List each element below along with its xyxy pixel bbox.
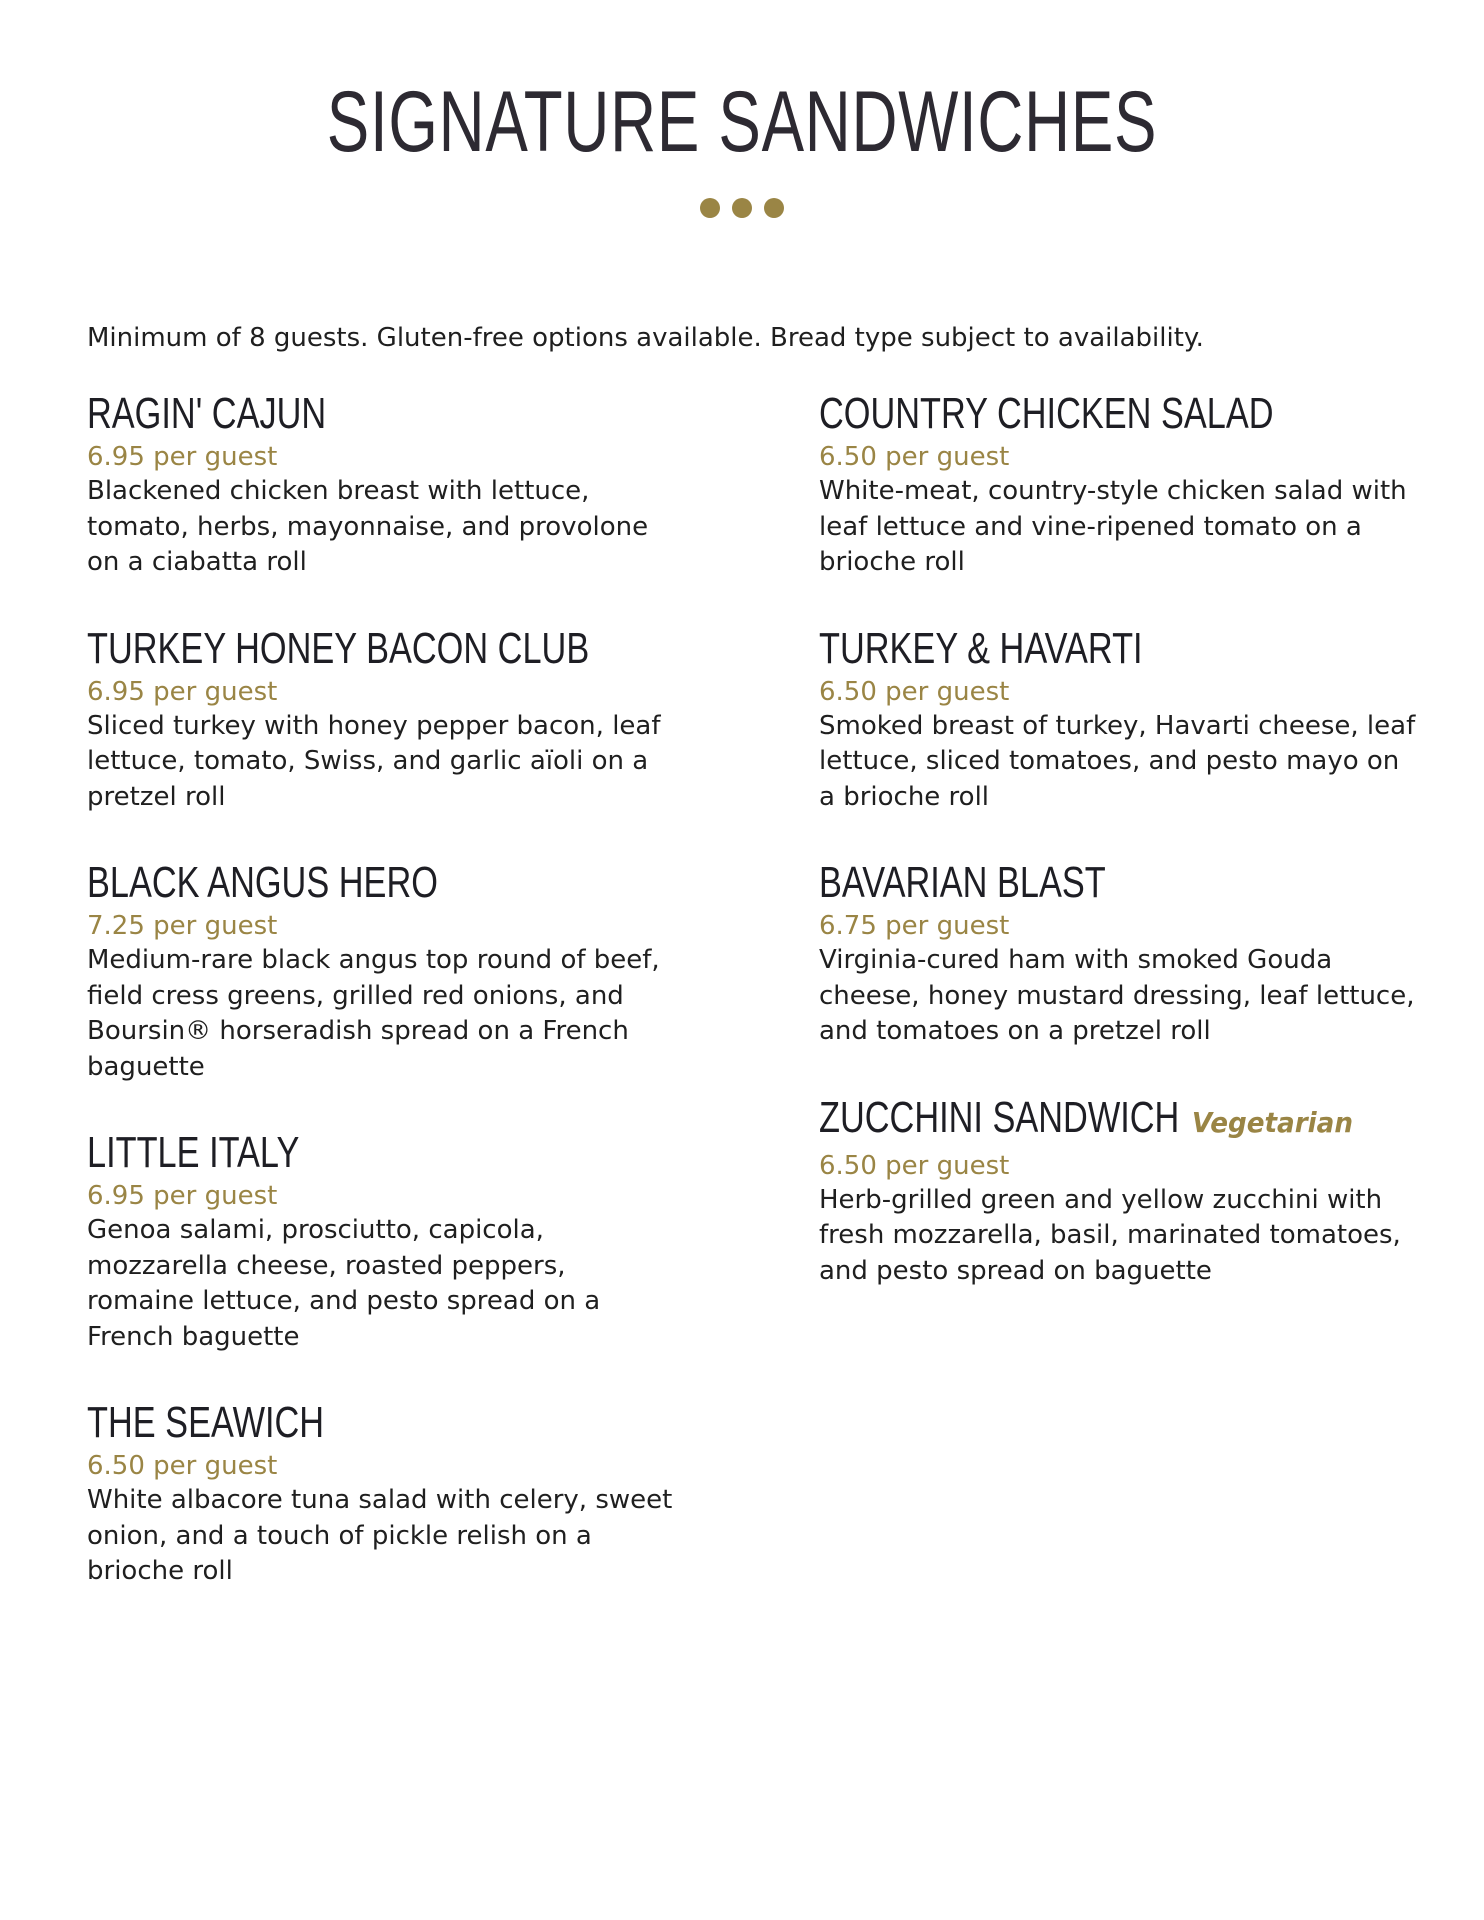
item-name: THE SEAWICH [87, 1398, 325, 1447]
item-price: 6.95 per guest [87, 442, 278, 472]
menu-item [87, 857, 677, 1085]
menu-item [819, 857, 1419, 1050]
title-divider-dots [0, 198, 1484, 218]
item-description: White-meat, country-style chicken salad with leaf lettuce and vine-ripened tomato on a brioche roll [819, 476, 1407, 577]
item-price: 6.50 per guest [819, 442, 1010, 472]
item-name: RAGIN' CAJUN [87, 389, 327, 438]
menu-item [87, 623, 677, 816]
item-name-row [819, 1092, 1427, 1149]
menu-item [87, 388, 677, 581]
menu-column-left [87, 388, 677, 1632]
item-name: COUNTRY CHICKEN SALAD [819, 389, 1274, 438]
divider-dot [732, 198, 752, 218]
item-description: White albacore tuna salad with celery, sweet onion, and a touch of pickle relish on a brioche roll [87, 1485, 673, 1586]
item-description: Sliced turkey with honey pepper bacon, leaf lettuce, tomato, Swiss, and garlic aïoli on a pretzel roll [87, 710, 661, 812]
item-description: Virginia-cured ham with smoked Gouda cheese, honey mustard dressing, leaf lettuce, and tomatoes on a pretzel roll [819, 945, 1415, 1046]
vegetarian-tag: Vegetarian [1192, 1105, 1354, 1139]
menu-intro-note: Minimum of 8 guests. Gluten-free options available. Bread type subject to availability. [87, 323, 1204, 353]
menu-item [87, 1127, 677, 1355]
menu-item [819, 1092, 1419, 1290]
item-price: 6.50 per guest [819, 676, 1010, 707]
divider-dot [764, 198, 784, 218]
menu-item [819, 623, 1419, 816]
item-price: 6.50 per guest [819, 1150, 1010, 1181]
item-description: Blackened chicken breast with lettuce, tomato, herbs, mayonnaise, and provolone on a ciabatta roll [87, 476, 649, 577]
item-description: Herb-grilled green and yellow zucchini with fresh mozzarella, basil, marinated tomatoes, and pesto spread on baguette [819, 1184, 1401, 1286]
item-description: Medium-rare black angus top round of beef, field cress greens, grilled red onions, and Boursin® horseradish spread on a French baguette [87, 945, 660, 1082]
item-name: TURKEY HONEY BACON CLUB [87, 623, 590, 673]
menu-item [87, 1397, 677, 1590]
item-price: 7.25 per guest [87, 911, 278, 941]
item-name: TURKEY & HAVARTI [819, 623, 1143, 673]
menu-item [819, 388, 1419, 581]
divider-dot [700, 198, 720, 218]
item-name: LITTLE ITALY [87, 1128, 300, 1177]
item-price: 6.50 per guest [87, 1451, 278, 1481]
menu-column-right [819, 388, 1419, 1331]
item-description: Smoked breast of turkey, Havarti cheese, leaf lettuce, sliced tomatoes, and pesto mayo on a brioche roll [819, 710, 1416, 812]
page-title: SIGNATURE SANDWICHES [326, 74, 1158, 170]
item-name: ZUCCHINI SANDWICH [819, 1092, 1180, 1142]
item-description: Genoa salami, prosciutto, capicola, mozzarella cheese, roasted peppers, romaine lettuce, and pesto spread on a French baguette [87, 1215, 601, 1352]
item-name: BAVARIAN BLAST [819, 858, 1106, 907]
item-name: BLACK ANGUS HERO [87, 858, 438, 907]
item-price: 6.95 per guest [87, 1181, 278, 1211]
item-price: 6.75 per guest [819, 911, 1010, 941]
item-price: 6.95 per guest [87, 676, 278, 707]
